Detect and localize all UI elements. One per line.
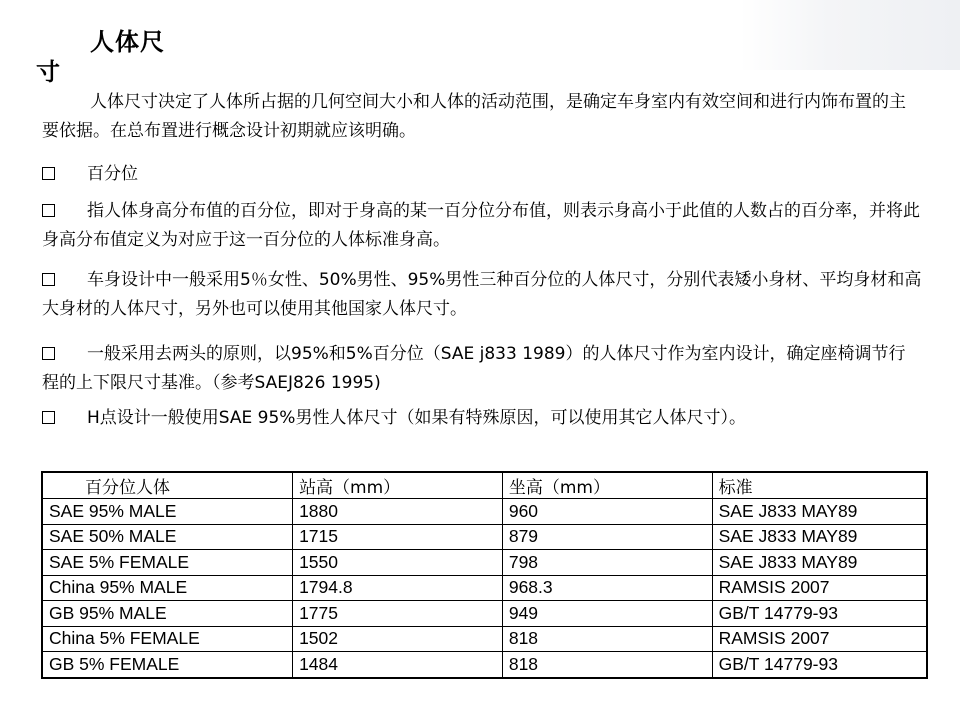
cell-sitting-height: 798: [502, 550, 712, 576]
checkbox-bullet-icon: [42, 411, 55, 424]
table-header-row: [42, 472, 927, 499]
slide-title-line1: 人体尺: [90, 28, 165, 56]
cell-percentile: SAE 50% MALE: [42, 524, 293, 550]
bullet-definition: [42, 197, 922, 255]
bullet-text: 百分位: [87, 164, 138, 184]
cell-percentile: SAE 5% FEMALE: [42, 550, 293, 576]
cell-sitting-height: 879: [502, 524, 712, 550]
human-dimension-table: [41, 471, 928, 679]
header-standard: 标准: [712, 472, 927, 499]
cell-standard: SAE J833 MAY89: [712, 550, 927, 576]
cell-percentile: SAE 95% MALE: [42, 499, 293, 525]
cell-standing-height: 1775: [293, 601, 503, 627]
table-row: [42, 524, 927, 550]
intro-paragraph: 人体尺寸决定了人体所占据的几何空间大小和人体的活动范围，是确定车身室内有效空间和进行内饰布置的主要依据。在总布置进行概念设计初期就应该明确。: [42, 92, 906, 141]
cell-percentile: GB 5% FEMALE: [42, 652, 293, 678]
cell-standard: RAMSIS 2007: [712, 575, 927, 601]
bullet-body-design: [42, 266, 922, 324]
cell-standard: SAE J833 MAY89: [712, 524, 927, 550]
bullet-percentile: [42, 160, 922, 189]
table-row: [42, 550, 927, 576]
bullet-text: 一般采用去两头的原则，以95%和5%百分位（SAE j833 1989）的人体尺寸作为室内设计，确定座椅调节行程的上下限尺寸基准。（参考SAEJ826 1995): [42, 344, 906, 393]
slide-title-line2: 寸: [36, 58, 60, 86]
header-standing-height: 站高（mm）: [293, 472, 503, 499]
bullet-h-point: [42, 404, 922, 433]
cell-sitting-height: 818: [502, 626, 712, 652]
bullet-text: 指人体身高分布值的百分位，即对于身高的某一百分位分布值，则表示身高小于此值的人数占的百分率，并将此身高分布值定义为对应于这一百分位的人体标准身高。: [42, 201, 920, 250]
cell-standing-height: 1484: [293, 652, 503, 678]
table-row: [42, 601, 927, 627]
cell-standing-height: 1502: [293, 626, 503, 652]
cell-sitting-height: 818: [502, 652, 712, 678]
table-row: [42, 575, 927, 601]
checkbox-bullet-icon: [42, 167, 55, 180]
cell-sitting-height: 960: [502, 499, 712, 525]
bullet-text: H点设计一般使用SAE 95%男性人体尺寸（如果有特殊原因，可以使用其它人体尺寸）。: [87, 408, 746, 428]
checkbox-bullet-icon: [42, 204, 55, 217]
cell-percentile: GB 95% MALE: [42, 601, 293, 627]
cell-standing-height: 1550: [293, 550, 503, 576]
checkbox-bullet-icon: [42, 347, 55, 360]
cell-sitting-height: 949: [502, 601, 712, 627]
checkbox-bullet-icon: [42, 273, 55, 286]
header-percentile: 百分位人体: [42, 472, 293, 499]
cell-standing-height: 1794.8: [293, 575, 503, 601]
cell-standing-height: 1880: [293, 499, 503, 525]
table-row: [42, 626, 927, 652]
bullet-text: 车身设计中一般采用5％女性、50%男性、95%男性三种百分位的人体尺寸，分别代表矮小身材、平均身材和高大身材的人体尺寸，另外也可以使用其他国家人体尺寸。: [42, 270, 922, 319]
table-row: [42, 652, 927, 678]
corner-decoration: [740, 0, 960, 70]
cell-standard: SAE J833 MAY89: [712, 499, 927, 525]
cell-standard: GB/T 14779-93: [712, 652, 927, 678]
bullet-principle: [42, 340, 922, 398]
cell-standard: RAMSIS 2007: [712, 626, 927, 652]
cell-percentile: China 95% MALE: [42, 575, 293, 601]
cell-standard: GB/T 14779-93: [712, 601, 927, 627]
table-row: [42, 499, 927, 525]
cell-percentile: China 5% FEMALE: [42, 626, 293, 652]
header-sitting-height: 坐高（mm）: [502, 472, 712, 499]
cell-sitting-height: 968.3: [502, 575, 712, 601]
cell-standing-height: 1715: [293, 524, 503, 550]
